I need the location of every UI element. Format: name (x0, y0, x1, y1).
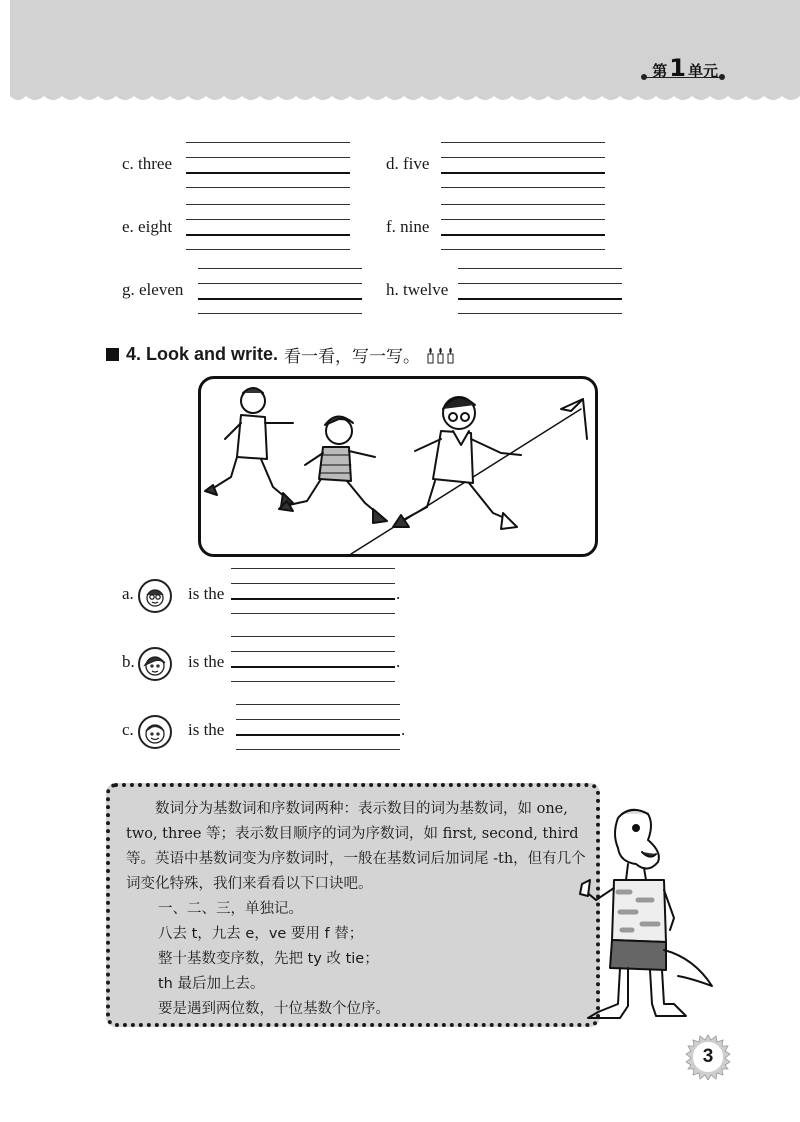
item-g-label: g. eleven (122, 280, 184, 299)
tip-rhyme-line-4: th 最后加上去。 (158, 976, 265, 992)
item-d-label: d. five (386, 154, 430, 173)
unit-number: 1 (669, 54, 686, 82)
unit-prefix: 第 (652, 62, 668, 80)
writing-lines-h[interactable] (458, 268, 622, 328)
writing-lines-sentence-a[interactable] (231, 568, 395, 628)
race-illustration (201, 379, 595, 554)
tip-content (126, 797, 586, 1022)
sentence-a-period: . (396, 584, 401, 603)
page-number-badge (685, 1034, 731, 1080)
race-picture (198, 376, 598, 557)
unit-underline-dot-right (719, 74, 725, 80)
difficulty-candles-icon (426, 346, 456, 364)
tip-rhyme-line-1: 一、二、三，单独记。 (158, 901, 303, 917)
grammar-tip-box (106, 783, 600, 1027)
item-f-label: f. nine (386, 217, 430, 236)
dinosaur-mascot-icon (578, 800, 718, 1025)
face-a-icon (138, 579, 172, 613)
section-4-title-cn: 看一看，写一写。 (284, 347, 421, 367)
unit-suffix: 单元 (687, 62, 718, 80)
page-number: 3 (702, 1046, 714, 1067)
item-h-label: h. twelve (386, 280, 449, 299)
section-4-title (106, 342, 456, 367)
face-c-icon (138, 715, 172, 749)
writing-lines-f[interactable] (441, 204, 605, 264)
writing-lines-e[interactable] (186, 204, 350, 264)
writing-lines-sentence-c[interactable] (236, 704, 400, 764)
writing-lines-g[interactable] (198, 268, 362, 328)
header-wave-edge (10, 90, 800, 104)
face-b-icon (138, 647, 172, 681)
sentence-b-period: . (396, 652, 401, 671)
unit-underline (646, 77, 722, 78)
sentence-b-text: is the (188, 652, 225, 671)
sentence-c-letter: c. (122, 720, 134, 739)
sentence-c-text: is the (188, 720, 225, 739)
writing-lines-c[interactable] (186, 142, 350, 202)
tip-rhyme-line-5: 要是遇到两位数，十位基数个位序。 (158, 1001, 390, 1017)
section-4-title-en: 4. Look and write. (126, 344, 279, 364)
sentence-b-letter: b. (122, 652, 135, 671)
tip-rhyme-line-2: 八去 t，九去 e，ve 要用 f 替； (158, 926, 364, 942)
writing-lines-sentence-b[interactable] (231, 636, 395, 696)
unit-underline-dot-left (641, 74, 647, 80)
sentence-a-text: is the (188, 584, 225, 603)
writing-lines-d[interactable] (441, 142, 605, 202)
sentence-c-period: . (401, 720, 406, 739)
item-c-label: c. three (122, 154, 173, 173)
sentence-a-letter: a. (122, 584, 134, 603)
section-square-icon (106, 348, 119, 361)
tip-rhyme-line-3: 整十基数变序数，先把 ty 改 tie； (158, 951, 379, 967)
item-e-label: e. eight (122, 217, 173, 236)
tip-paragraph: 数词分为基数词和序数词两种：表示数目的词为基数词，如 one, two, three 等；表示数目顺序的词为序数词，如 first, second, third 等。英语中基数词变为序数词时，一般在基数词后加词尾 -th，但有几个词变化特殊，我们来看看以下口诀吧。 (126, 801, 586, 892)
